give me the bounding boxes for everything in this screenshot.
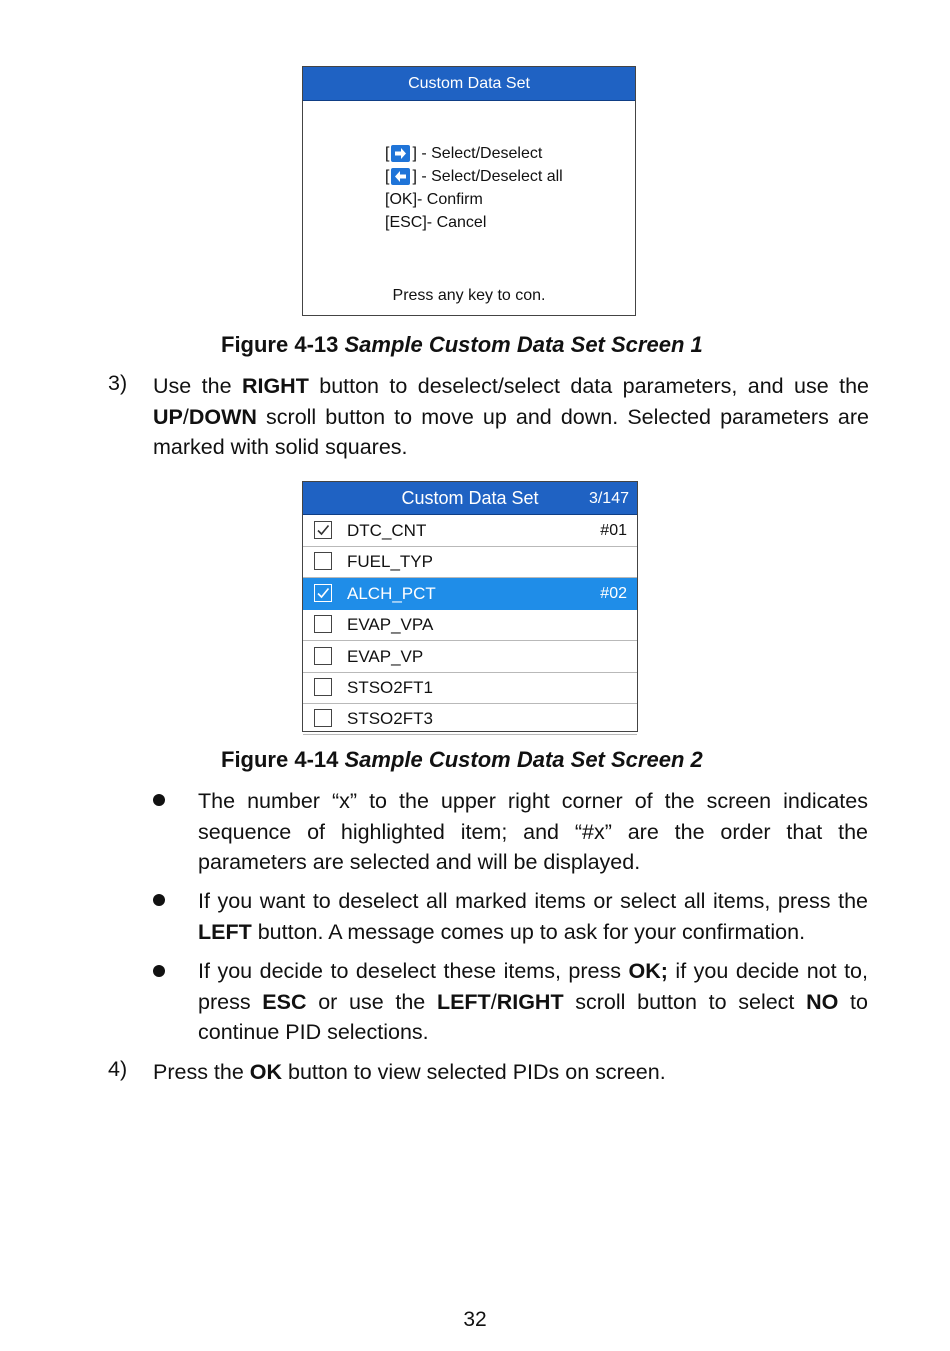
- selection-order: #01: [600, 522, 627, 539]
- page-number: 32: [463, 1308, 487, 1331]
- selection-order: #02: [600, 584, 627, 602]
- bullet-item: If you want to deselect all marked items or select all items, press the LEFT button. A message comes up to ask for your confirmation.: [198, 889, 868, 944]
- pid-row[interactable]: [303, 578, 637, 610]
- pid-row[interactable]: [303, 703, 637, 735]
- checkbox-icon[interactable]: [314, 709, 332, 727]
- pid-name: ALCH_PCT: [347, 583, 436, 603]
- pid-row[interactable]: [303, 609, 637, 641]
- pid-name: FUEL_TYP: [347, 552, 433, 572]
- checked-checkbox-icon[interactable]: [314, 584, 332, 602]
- step-4-text: Press the OK button to view selected PIDs on screen.: [153, 1060, 666, 1084]
- instruction-confirm: [OK] - Confirm: [385, 188, 563, 211]
- bullet-dot: [153, 894, 165, 906]
- right-arrow-icon: [391, 145, 410, 162]
- pid-row[interactable]: [303, 546, 637, 578]
- pid-name: STSO2FT3: [347, 709, 433, 729]
- item-counter: 3/147: [588, 490, 629, 507]
- checked-checkbox-icon[interactable]: [314, 521, 332, 539]
- screen2-title: Custom Data Set: [401, 488, 539, 508]
- pid-row[interactable]: [303, 641, 637, 673]
- custom-data-set-screen-2: [302, 481, 638, 732]
- custom-data-set-screen-1: [302, 66, 636, 316]
- bullet-item: If you decide to deselect these items, press OK; if you decide not to, press ESC or use the LEFT/RIGHT scroll button to select NO to continue PID selections.: [198, 959, 868, 1044]
- pid-row[interactable]: [303, 515, 637, 547]
- ok-key-label: [OK]: [385, 191, 418, 208]
- esc-key-label: [ESC]: [385, 214, 427, 231]
- pid-name: EVAP_VPA: [347, 615, 434, 635]
- pid-name: EVAP_VP: [347, 646, 424, 666]
- instruction-select-deselect: [ ] - Select/Deselect: [385, 145, 543, 162]
- instruction-select-deselect-all: [ ] - Select/Deselect all: [385, 168, 563, 185]
- instruction-cancel: [ESC] - Cancel: [385, 211, 563, 234]
- checkbox-icon[interactable]: [314, 647, 332, 665]
- figure-caption-4-14: Figure 4-14 Sample Custom Data Set Screen 2: [221, 747, 703, 772]
- step-3-text: Use the RIGHT button to deselect/select data parameters, and use the UP/DOWN scroll button to move up and down. Selected parameters are marked with solid squares.: [153, 374, 869, 459]
- pid-name: DTC_CNT: [347, 521, 427, 540]
- checkbox-icon[interactable]: [314, 678, 332, 696]
- bullet-item: The number “x” to the upper right corner of the screen indicates sequence of highlighted item; and “#x” are the order that the parameters are selected and will be displayed.: [198, 789, 868, 874]
- bullet-dot: [153, 794, 165, 806]
- screen1-instructions: [385, 142, 563, 234]
- screen1-title: Custom Data Set: [303, 67, 635, 101]
- bullet-dot: [153, 965, 165, 977]
- screen2-header: [303, 482, 637, 515]
- step-number-3: 3): [108, 371, 128, 395]
- left-arrow-icon: [391, 168, 410, 185]
- pid-name: STSO2FT1: [347, 678, 433, 697]
- figure-caption-4-13: Figure 4-13 Sample Custom Data Set Screen 1: [221, 332, 703, 357]
- checkbox-icon[interactable]: [314, 615, 332, 633]
- step-number-4: 4): [108, 1057, 128, 1081]
- checkbox-icon[interactable]: [314, 552, 332, 570]
- screen1-footer: Press any key to con.: [392, 287, 546, 304]
- pid-row[interactable]: [303, 672, 637, 704]
